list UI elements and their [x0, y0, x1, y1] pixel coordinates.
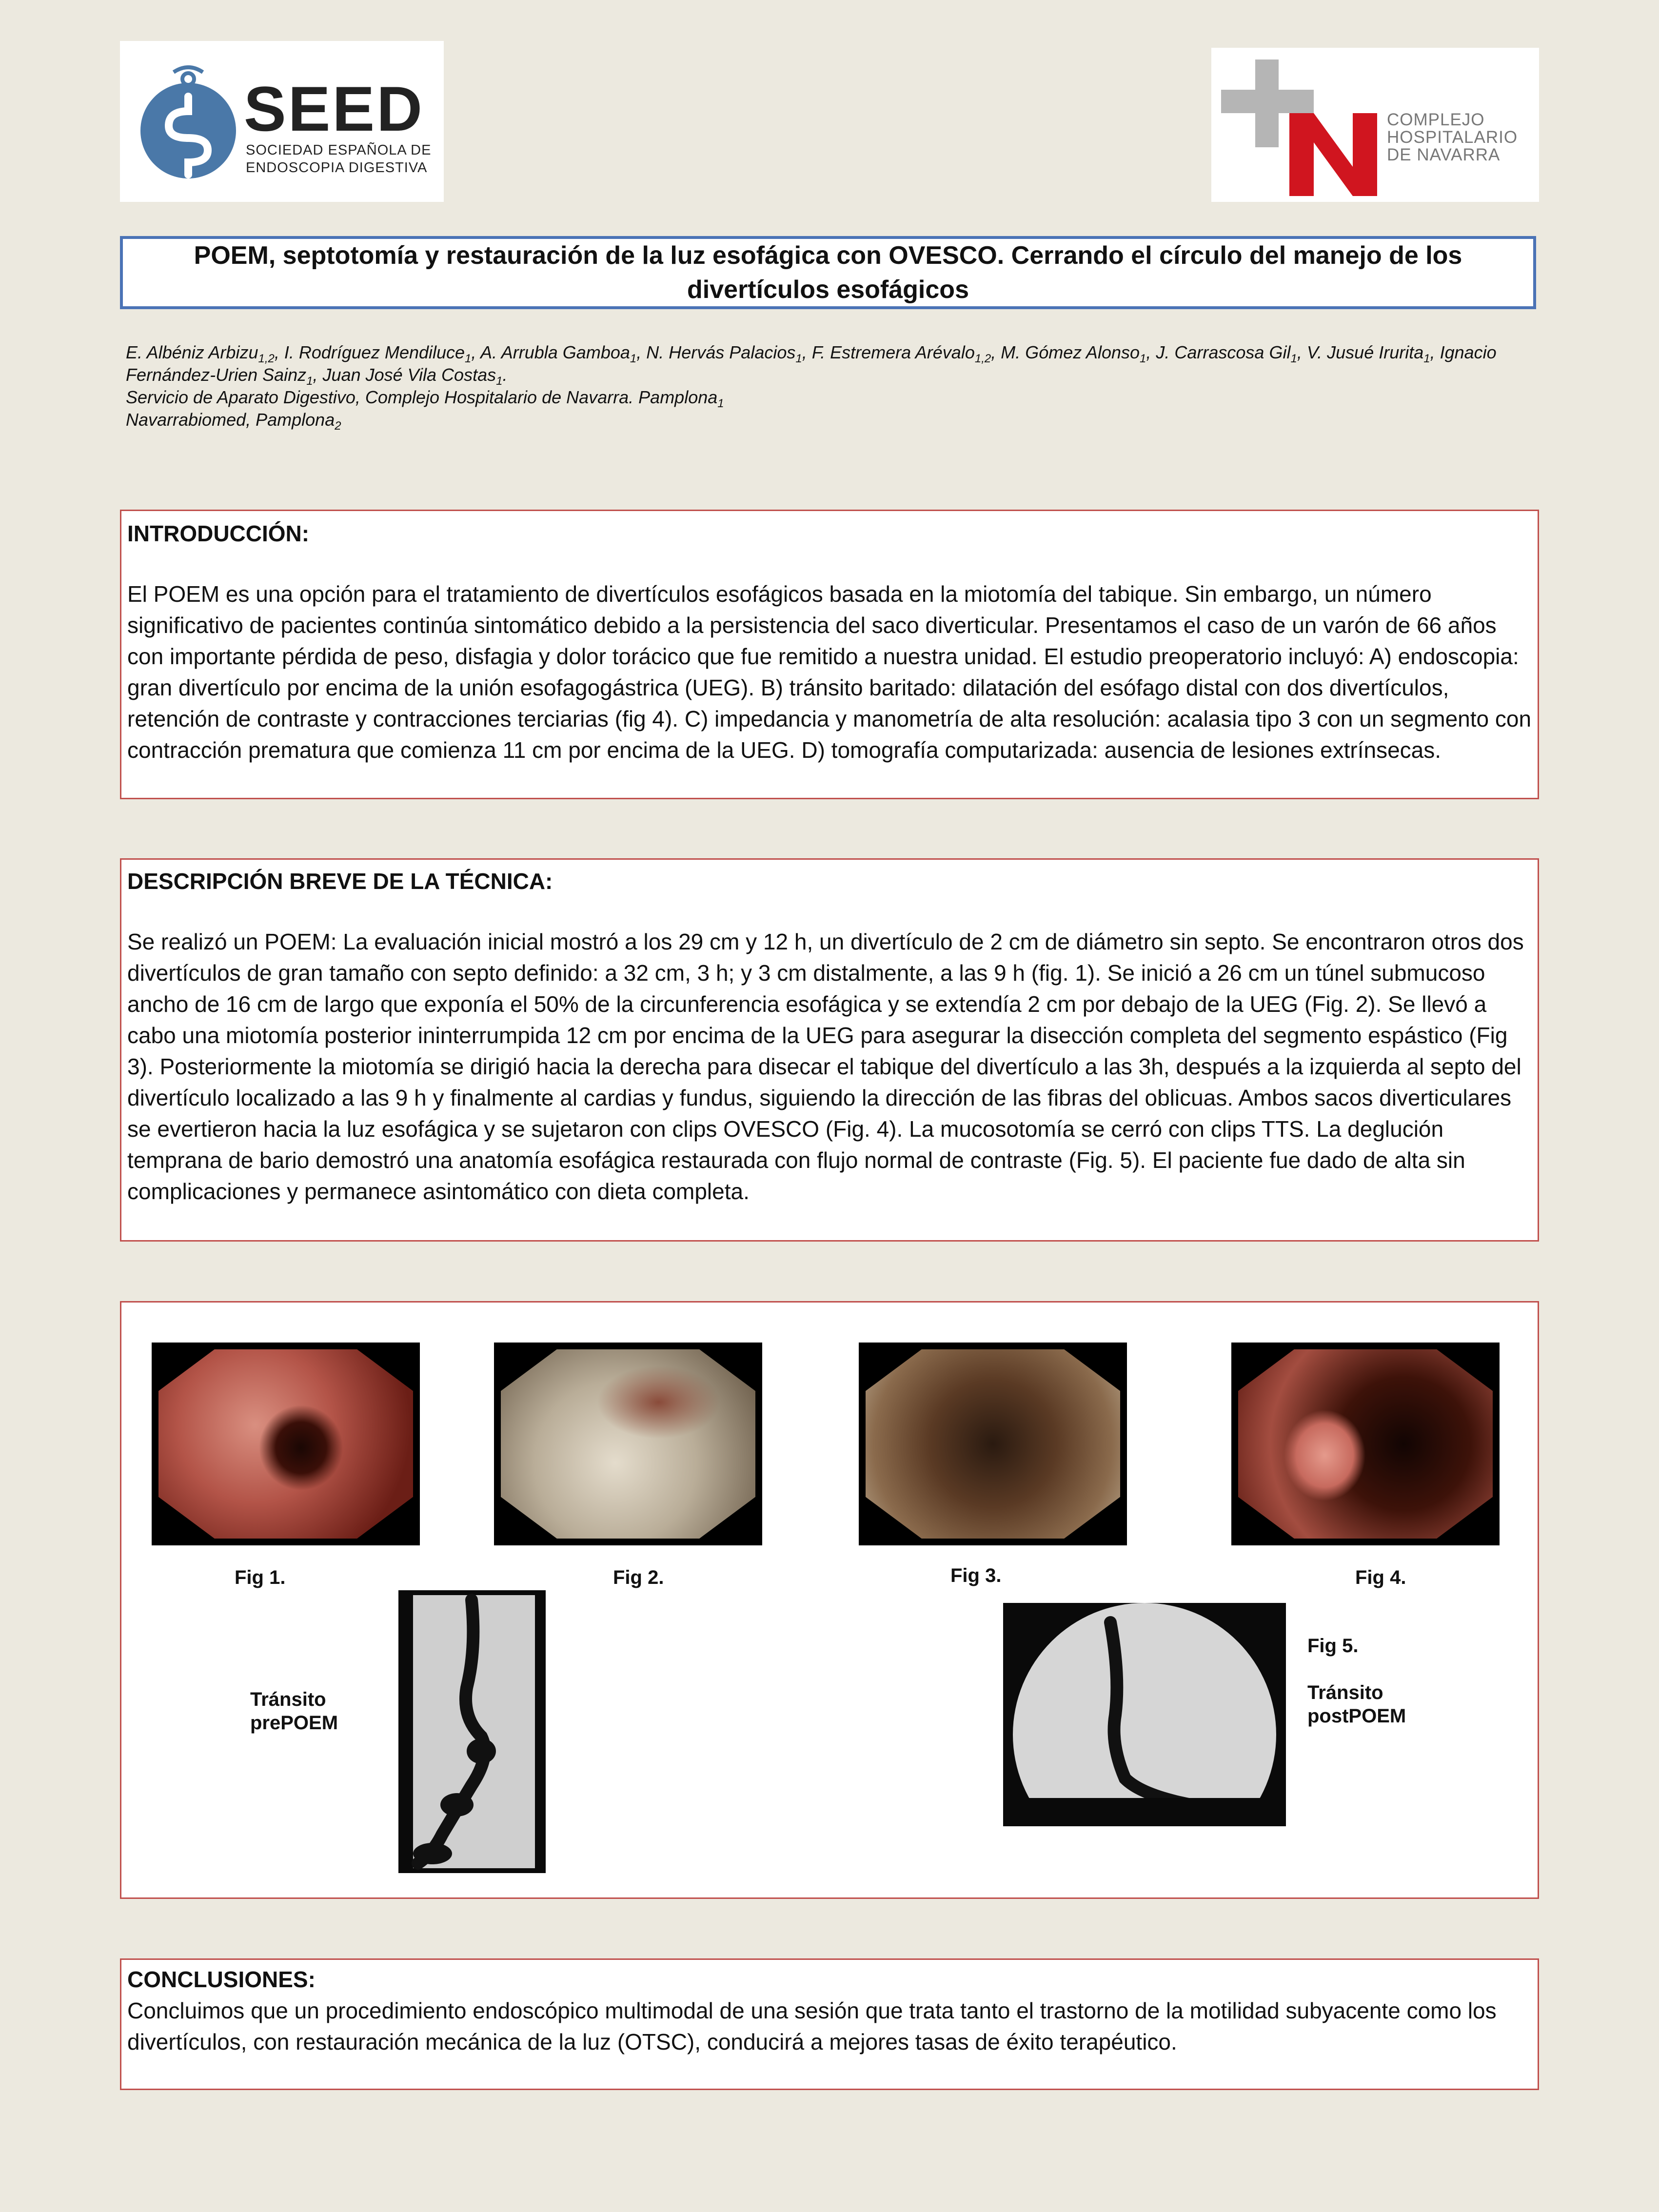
fig5-label: Fig 5. — [1307, 1635, 1359, 1657]
fig1-endoscopy-image — [152, 1343, 420, 1545]
conclusions-text: Concluimos que un procedimiento endoscópico multimodal de una sesión que trata tanto el trastorno de la motilidad subyacente como los divertículos, con restauración mecánica de la luz (OTSC), conducirá a mejores tasas de éxito terapéutico. — [127, 1998, 1497, 2054]
fig2-endoscopy-image — [494, 1343, 762, 1545]
introduction-heading: INTRODUCCIÓN: — [127, 521, 310, 546]
technique-section — [120, 858, 1539, 1242]
conclusions-section — [120, 1958, 1539, 2090]
seed-wordmark: SEED — [244, 73, 425, 144]
post-poem-label: Tránsito postPOEM — [1307, 1682, 1406, 1727]
post-poem-xray-graphic — [1003, 1603, 1286, 1826]
introduction-section — [120, 510, 1539, 799]
pre-poem-barium-xray — [398, 1590, 546, 1873]
fig4-endoscopy-image — [1231, 1343, 1500, 1545]
seed-logo — [120, 41, 444, 202]
seed-emblem-icon — [139, 62, 237, 184]
affiliation-2: Navarrabiomed, Pamplona$_2$ — [126, 410, 341, 433]
conclusions-heading: CONCLUSIONES: — [127, 1967, 316, 1992]
figures-panel — [120, 1301, 1539, 1899]
fig4-label: Fig 4. — [1355, 1567, 1406, 1588]
fig1-label: Fig 1. — [235, 1567, 286, 1588]
fig3-endoscopy-image — [859, 1343, 1127, 1545]
fig3-label: Fig 3. — [950, 1565, 1002, 1586]
affiliation-1: Servicio de Aparato Digestivo, Complejo Hospitalario de Navarra. Pamplona$_1$ — [126, 387, 724, 410]
chn-name: COMPLEJO HOSPITALARIO DE NAVARRA — [1387, 110, 1518, 164]
chn-emblem-icon — [1221, 59, 1382, 196]
author-list: E. Albéniz Arbizu$_{1,2}$, I. Rodríguez Mendiluce$_1$, A. Arrubla Gamboa$_1$, N. Hervás Palacios$_1$, F. Estremera Arévalo$_{1,2}$, M. Gómez Alonso$_1$, J. Carrascosa Gil$_1$, V. Jusué Irurita$_1$, Ignacio Fernández-Urien Sainz$_1$, Juan José Vila Costas$_1$. Servicio de Aparato Digestivo, Complejo Hospitalario de Navarra. Pamplona$_1$ Navarrabiomed, Pamplona$_2$ — [126, 341, 1540, 431]
chn-logo — [1211, 48, 1539, 202]
technique-text: Se realizó un POEM: La evaluación inicial mostró a los 29 cm y 12 h, un divertículo de 2 cm de diámetro sin septo. Se encontraron otros dos divertículos de gran tamaño con septo definido: a 32 cm, 3 h; y 3 cm distalmente, a las 9 h (fig. 1). Se inició a 26 cm un túnel submucoso ancho de 16 cm de largo que exponía el 50% de la circunferencia esofágica y se extendía 2 cm por debajo de la UEG (Fig. 2). Se llevó a cabo una miotomía posterior ininterrumpida 12 cm por encima de la UEG para asegurar la disección completa del segmento espástico (Fig 3). Posteriormente la miotomía se dirigió hacia la derecha para disecar el tabique del divertículo a las 3h, después a la izquierda al septo del divertículo localizado a las 9 h y finalmente al cardias y fundus, siguiendo la dirección de las fibras del oblicuas. Ambos sacos diverticulares se evertieron hacia la luz esofágica y se sujetaron con clips OVESCO (Fig. 4). La mucosotomía se cerró con clips TTS. La deglución temprana de bario demostró una anatomía esofágica restaurada con flujo normal de contraste (Fig. 5). El paciente fue dado de alta sin complicaciones y permanece asintomático con dieta completa. — [127, 929, 1524, 1204]
introduction-text: El POEM es una opción para el tratamiento de divertículos esofágicos basada en la miotomía del tabique. Sin embargo, un número significativo de pacientes continúa sintomático debido a la persistencia del saco diverticular. Presentamos el caso de un varón de 66 años con importante pérdida de peso, disfagia y dolor torácico que fue remitido a nuestra unidad. El estudio preoperatorio incluyó: A) endoscopia: gran divertículo por encima de la unión esofagogástrica (UEG). B) tránsito baritado: dilatación del esófago distal con dos divertículos, retención de contraste y contracciones terciarias (fig 4). C) impedancia y manometría de alta resolución: acalasia tipo 3 con un segmento con contracción prematura que comienza 11 cm por encima de la UEG. D) tomografía computarizada: ausencia de lesiones extrínsecas. — [127, 581, 1532, 763]
poster-title: POEM, septotomía y restauración de la luz esofágica con OVESCO. Cerrando el círculo del manejo de los divertículos esofágicos — [120, 236, 1536, 309]
post-poem-barium-xray — [1003, 1603, 1286, 1826]
pre-poem-xray-graphic — [398, 1590, 546, 1873]
seed-subtitle: SOCIEDAD ESPAÑOLA DE ENDOSCOPIA DIGESTIVA — [246, 142, 432, 176]
fig2-label: Fig 2. — [613, 1567, 664, 1588]
pre-poem-label: Tránsito prePOEM — [250, 1689, 338, 1734]
technique-heading: DESCRIPCIÓN BREVE DE LA TÉCNICA: — [127, 869, 553, 894]
